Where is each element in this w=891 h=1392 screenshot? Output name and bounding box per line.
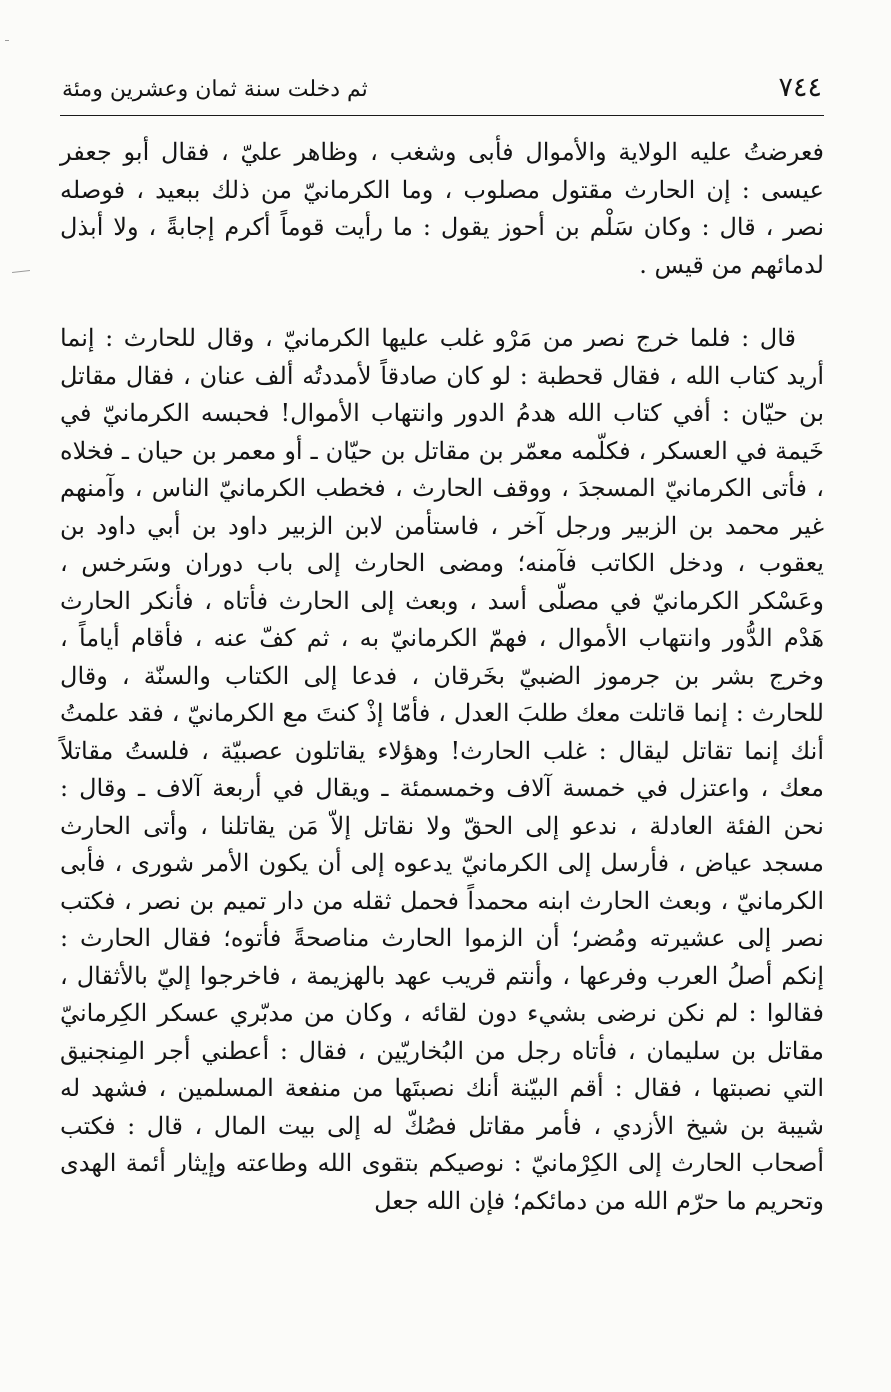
chapter-header-title: ثم دخلت سنة ثمان وعشرين ومئة xyxy=(62,77,368,102)
margin-pencil-mark xyxy=(12,270,30,273)
paragraph: فعرضتُ عليه الولاية والأموال فأبى وشغب ، وظاهر عليّ ، فقال أبو جعفر عيسى : إن الحارث مقتول مصلوب ، وما الكرمانيّ من ذلك ببعيد ، فوصله نصر ، قال : وكان سَلْم بن أحوز يقول : ما رأيت قوماً أكرم إجابةً ، ولا أبذل لدمائهم من قيس . xyxy=(60,138,824,279)
margin-tick-mark xyxy=(5,40,9,41)
page-number: ٧٤٤ xyxy=(778,72,822,103)
book-page xyxy=(60,72,824,1372)
paragraph: قال : فلما خرج نصر من مَرْو غلب عليها الكرمانيّ ، وقال للحارث : إنما أريد كتاب الله ، فقال قحطبة : لو كان صادقاً لأمددتُه ألف عنان ، فقال مقاتل بن حيّان : أفي كتاب الله هدمُ الدور وانتهاب الأموال! فحبسه الكرمانيّ في خَيمة في العسكر ، فكلّمه معمّر بن مقاتل بن حيّان ـ أو معمر بن حيان ـ فخلاه ، فأتى الكرمانيّ المسجدَ ، ووقف الحارث ، فخطب الكرمانيّ الناس ، وآمنهم غير محمد بن الزبير ورجل آخر ، فاستأمن لابن الزبير داود بن أبي داود بن يعقوب ، ودخل الكاتب فآمنه؛ ومضى الحارث إلى باب دوران وسَرخس ، وعَسْكر الكرمانيّ في مصلّى أسد ، وبعث إلى الحارث فأتاه ، فأنكر الحارث هَدْم الدُّور وانتهاب الأموال ، فهمّ الكرمانيّ به ، ثم كفّ عنه ، فأقام أياماً ، وخرج بشر بن جرموز الضبيّ بخَرقان ، فدعا إلى الكتاب والسنّة ، وقال للحارث : إنما قاتلت معك طلبَ العدل ، فأمّا إذْ كنتَ مع الكرمانيّ ، فقد علمتُ أنك إنما تقاتل ليقال : غلب الحارث! وهؤلاء يقاتلون عصبيّة ، فلستُ مقاتلاً معك ، واعتزل في خمسة آلاف وخمسمئة ـ ويقال في أربعة آلاف ـ وقال : نحن الفئة العادلة ، ندعو إلى الحقّ ولا نقاتل إلاّ مَن يقاتلنا ، وأتى الحارث مسجد عياض ، فأرسل إلى الكرمانيّ يدعوه إلى أن يكون الأمر شورى ، فأبى الكرمانيّ ، وبعث الحارث ابنه محمداً فحمل ثقله من دار تميم بن نصر ، فكتب نصر إلى عشيرته ومُضر؛ أن الزموا الحارث مناصحةً فأتوه؛ فقال الحارث : إنكم أصلُ العرب وفرعها ، وأنتم قريب عهد بالهزيمة ، فاخرجوا إليّ بالأثقال ، فقالوا : لم نكن نرضى بشيء دون لقائه ، وكان من مدبّري عسكر الكِرمانيّ مقاتل بن سليمان ، فأتاه رجل من البُخاريّين ، فقال : أعطني أجر المِنجنيق التي نصبتها ، فقال : أقم البيّنة أنك نصبتَها من منفعة المسلمين ، فشهد له شيبة بن شيخ الأزدي ، فأمر مقاتل فصُكّ له إلى بيت المال ، قال : فكتب أصحاب الحارث إلى الكِرْمانيّ : نوصيكم بتقوى الله وطاعته وإيثار أئمة الهدى وتحريم ما حرّم الله من دمائكم؛ فإن الله جعل xyxy=(60,324,824,1215)
running-header xyxy=(60,72,824,116)
